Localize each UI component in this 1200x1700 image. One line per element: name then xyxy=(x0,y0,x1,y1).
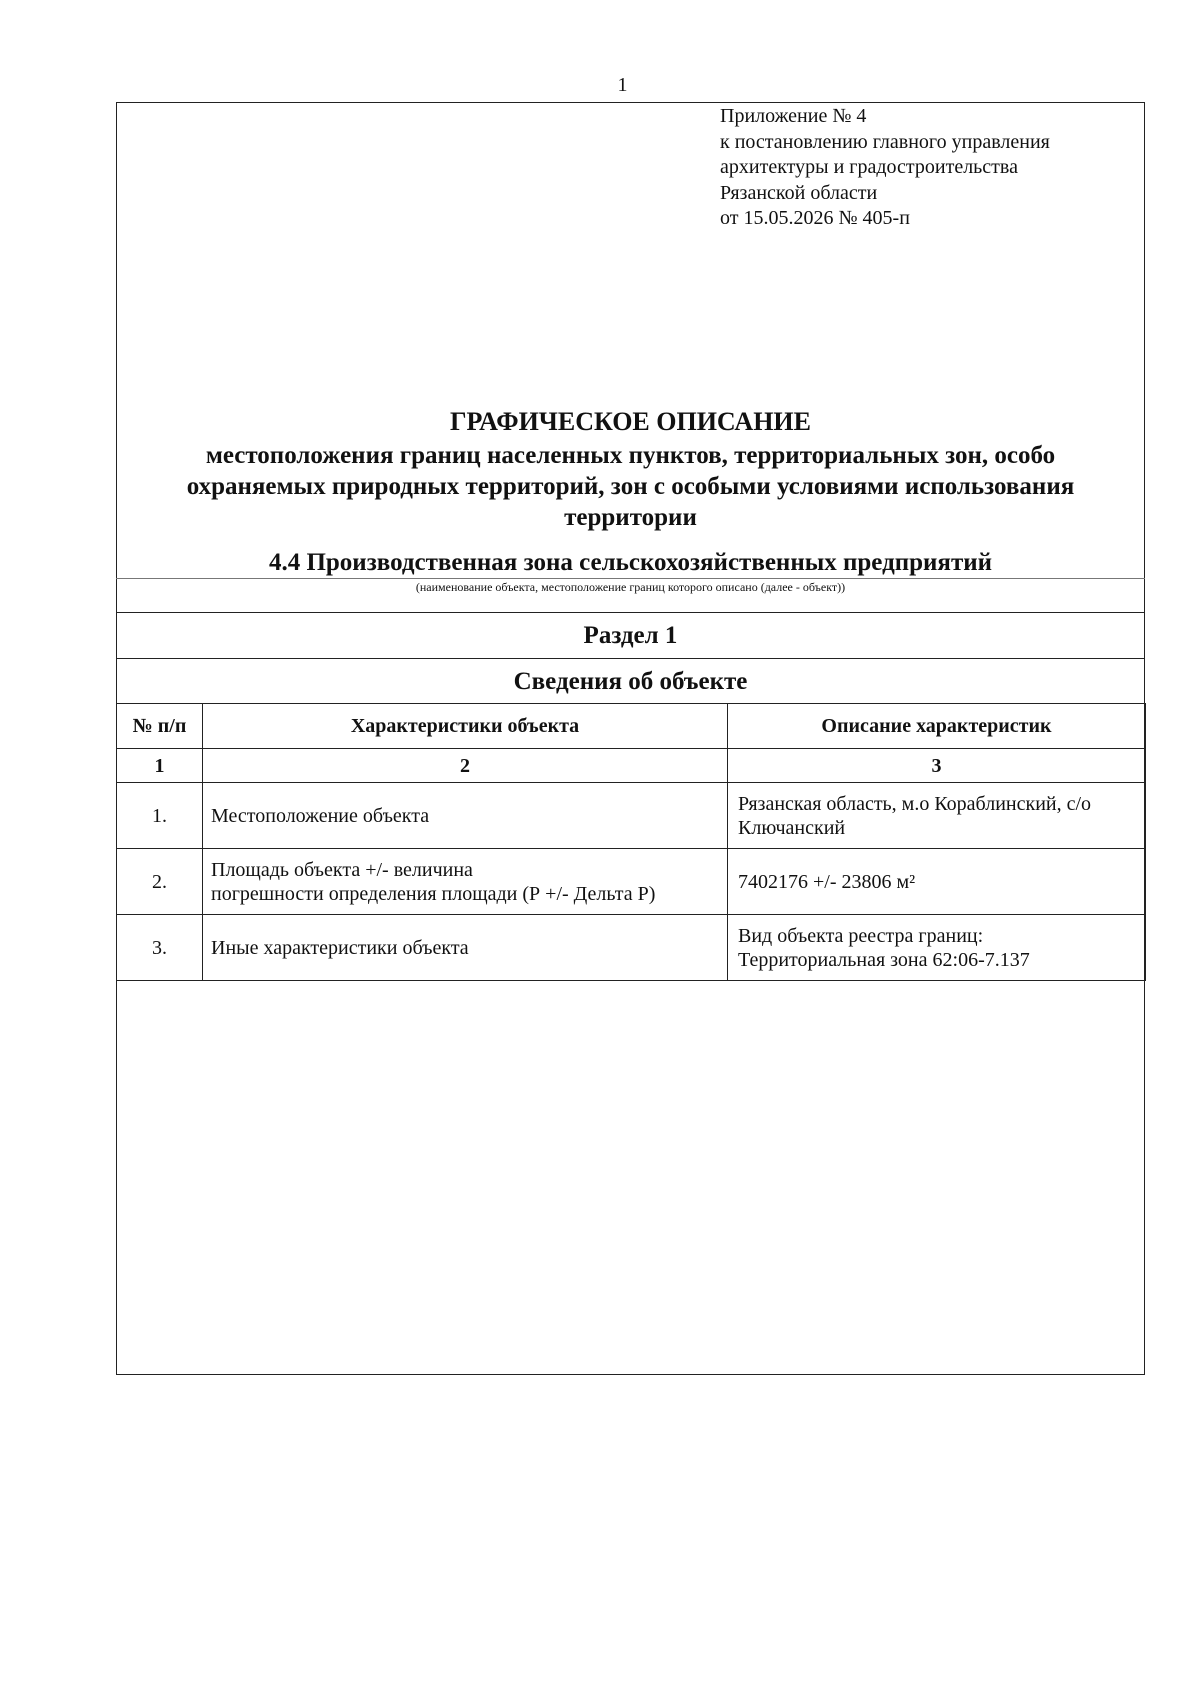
row-description xyxy=(728,915,1146,981)
table-row xyxy=(117,915,1146,981)
object-name-underline xyxy=(116,578,1145,579)
row-description: 7402176 +/- 23806 м² xyxy=(728,849,1146,915)
column-number: 2 xyxy=(203,749,728,783)
header-num: № п/п xyxy=(117,704,203,749)
row-description: Рязанская область, м.о Кораблинский, с/о Ключанский xyxy=(728,783,1146,849)
header-characteristic: Характеристики объекта xyxy=(203,704,728,749)
document-subtitle xyxy=(116,440,1145,533)
section-title: Сведения об объекте xyxy=(513,668,748,695)
description-line: Вид объекта реестра границ: xyxy=(738,924,984,947)
appendix-line: Рязанской области xyxy=(720,181,878,204)
object-caption: (наименование объекта, местоположение границ которого описано (далее - объект)) xyxy=(415,580,846,594)
appendix-line: к постановлению главного управления xyxy=(720,130,1050,153)
object-info-table xyxy=(116,703,1146,981)
header-description: Описание характеристик xyxy=(728,704,1146,749)
column-number: 1 xyxy=(117,749,203,783)
table-row xyxy=(117,783,1146,849)
subtitle-line: местоположения границ населенных пунктов, территориальных зон, особо xyxy=(205,442,1056,469)
column-number: 3 xyxy=(728,749,1146,783)
row-characteristic xyxy=(203,849,728,915)
subtitle-line: охраняемых природных территорий, зон с особыми условиями использования xyxy=(186,473,1075,500)
characteristic-line: Площадь объекта +/- величина xyxy=(211,858,473,881)
table-row xyxy=(117,849,1146,915)
subtitle-line: территории xyxy=(564,504,697,531)
appendix-block xyxy=(720,104,1050,232)
page-number: 1 xyxy=(617,74,628,96)
section-number: Раздел 1 xyxy=(583,622,678,649)
row-number: 3. xyxy=(117,915,203,981)
column-number-row xyxy=(117,749,1146,783)
row-characteristic: Местоположение объекта xyxy=(203,783,728,849)
characteristic-line: погрешности определения площади (Р +/- Дельта Р) xyxy=(211,882,656,905)
table-header-row xyxy=(117,704,1146,749)
description-line: Территориальная зона 62:06-7.137 xyxy=(738,948,1030,971)
row-number: 1. xyxy=(117,783,203,849)
object-name: 4.4 Производственная зона сельскохозяйственных предприятий xyxy=(268,549,993,576)
row-number: 2. xyxy=(117,849,203,915)
row-characteristic: Иные характеристики объекта xyxy=(203,915,728,981)
document-title: ГРАФИЧЕСКОЕ ОПИСАНИЕ xyxy=(450,407,811,436)
appendix-line: Приложение № 4 xyxy=(720,105,867,127)
appendix-line: архитектуры и градостроительства xyxy=(720,156,1018,178)
appendix-line: от 15.05.2026 № 405-п xyxy=(720,207,910,229)
divider xyxy=(116,612,1145,613)
divider xyxy=(116,658,1145,659)
